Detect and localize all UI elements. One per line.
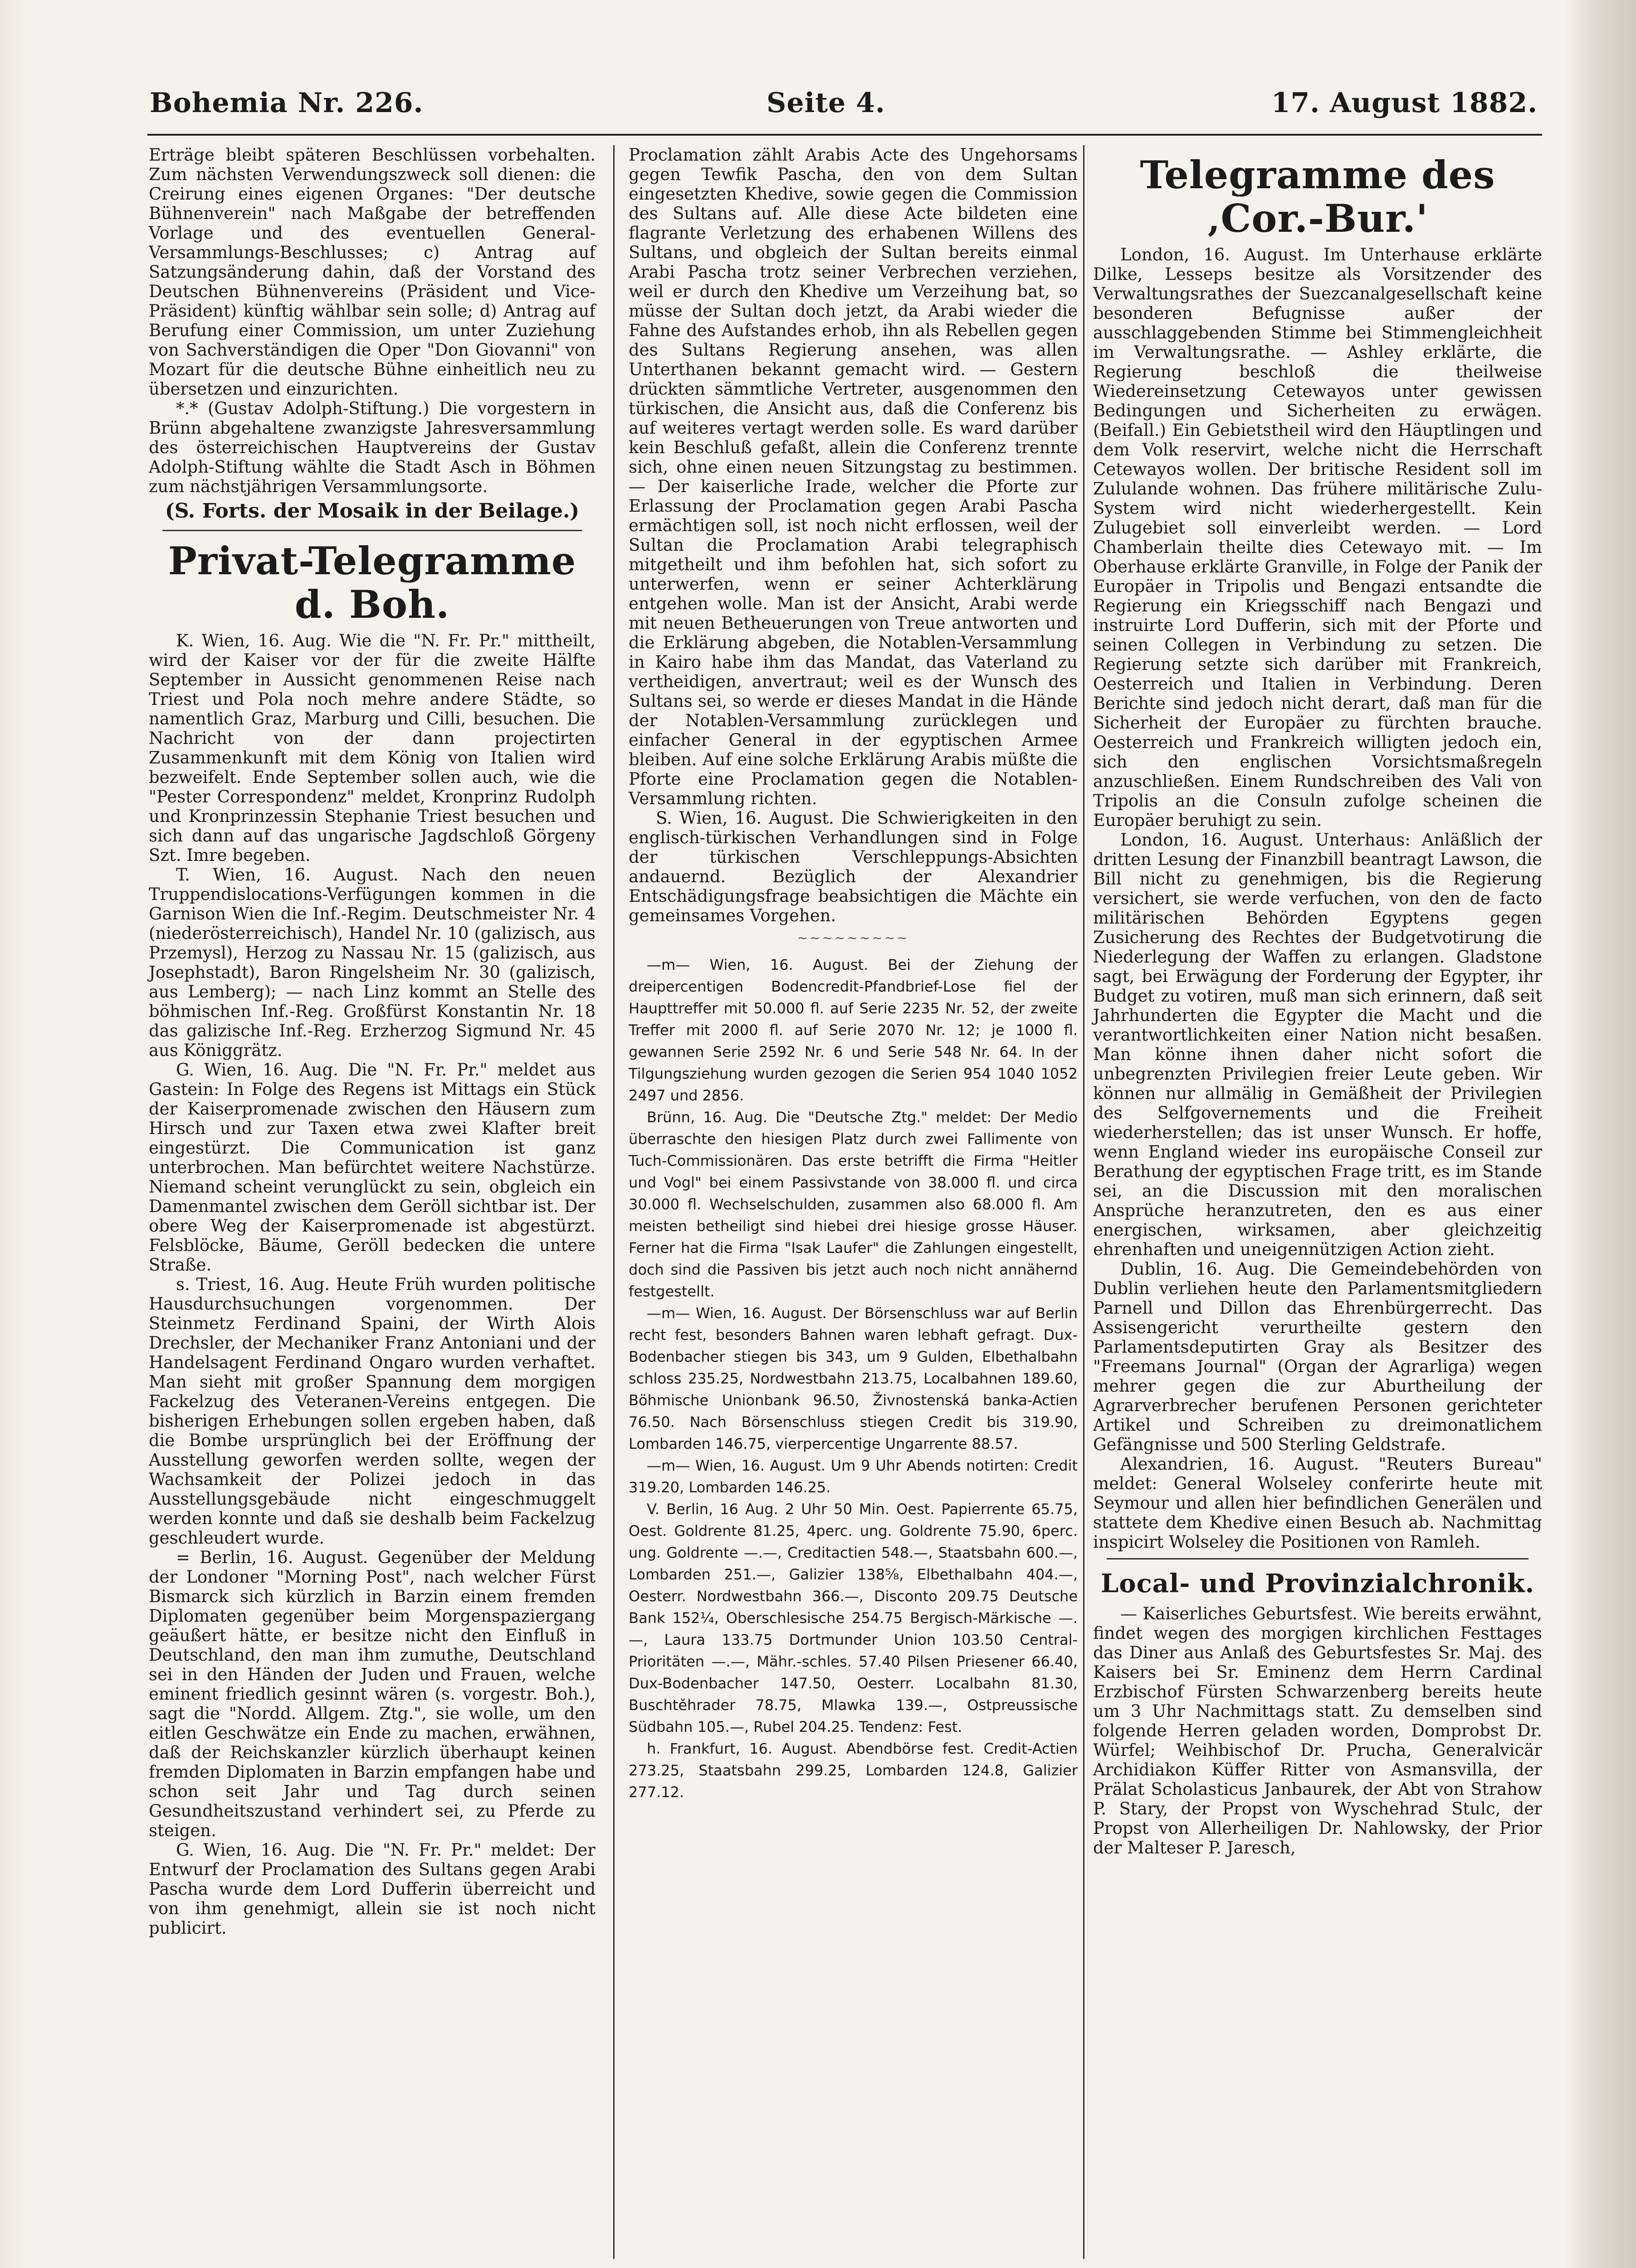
article-paragraph: Proclamation zählt Arabis Acte des Ungehorsams gegen Tewfik Pascha, den von dem Sultan eingesetzten Khedive, sowie gegen die Commission des Sultans auf. Alle diese Acte bildeten eine flagrante Verletzung des erhabenen Willens des Sultans, und obgleich der Sultan bereits einmal Arabi Pascha trotz seiner Verbrechen verziehen, weil er durch den Khedive um Verzeihung bat, so müsse der Sultan doch jetzt, da Arabi wieder die Fahne des Aufstandes erhob, ihn als Rebellen gegen des Sultans Regierung ansehen, was allen Unterthanen bekannt gemacht wird. — Gestern drückten sämmtliche Vertreter, ausgenommen den türkischen, die Ansicht aus, daß die Conferenz bis auf weiteres vertagt werden solle. Es ward darüber kein Beschluß gefaßt, allein die Conferenz trennte sich, ohne einen neuen Sitzungstag zu bestimmen. — Der kaiserliche Irade, welcher die Pforte zur Erlassung der Proclamation gegen Arabi Pascha ermächtigen soll, ist noch nicht erflossen, weil der Sultan die Proclamation Arabi telegraphisch mitgetheilt und ihm befohlen hat, sich sofort zu unterwerfen, wenn er seiner Achterklärung entgehen wolle. Man ist der Ansicht, Arabi werde mit neuen Betheuerungen von Treue antworten und die Erklärung abgeben, die Notablen-Versammlung in Kairo habe ihm das Mandat, das Vaterland zu vertheidigen, anvertraut; weil es der Wunsch des Sultans sei, so werde er dieses Mandat in die Hände der Notablen-Versammlung zurücklegen und einfacher General in der egyptischen Armee bleiben. Auf eine solche Erklärung Arabis müßte die Pforte eine Proclamation gegen die Notablen-Versammlung richten. <box>629 145 1078 808</box>
column-left <box>149 145 596 1938</box>
telegram-item: G. Wien, 16. Aug. Die "N. Fr. Pr." meldet aus Gastein: In Folge des Regens ist Mittags ein Stück der Kaiserpromenade zwischen den Häusern zum Hirsch und zur Taxen etwa zwei Klafter breit eingestürzt. Die Communication ist ganz unterbrochen. Man befürchtet weitere Nachstürze. Niemand scheint verunglückt zu sein, obgleich ein Damenmantel zwischen dem Geröll sichtbar ist. Der obere Weg der Kaiserpromenade ist abgestürzt. Felsblöcke, Bäume, Geröll bedecken die untere Straße. <box>149 1060 596 1275</box>
telegram-item: London, 16. August. Unterhaus: Anläßlich der dritten Lesung der Finanzbill beantragt Lawson, die Bill nicht zu genehmigen, bis die Regierung versichert, sie werde verfuchen, von den de facto militärischen Behörden Egyptens gegen Zusicherung des Rechtes der Budgetvotirung die Niederlegung der Waffen zu erlangen. Gladstone sagt, bei Erwägung der Forderung der Egypter, ihr Budget zu votiren, muß man sich erinnern, daß seit Jahrhunderten die Egypter die Macht und die verantwortlichkeiten einer Nation nicht besaßen. Man könne ihnen daher nicht sofort die unbegrenzten Privilegien freier Leute geben. Wir können nur allmälig in Gemäßheit der Privilegien des Selfgovernements und die Freiheit wiederherstellen; das ist unser Wunsch. Er hoffe, wenn England wieder ins europäische Conseil zur Berathung der egyptischen Frage tritt, es im Stande sei, an die Discussion mit den moralischen Ansprüche heranzutreten, den es aus einer energischen, wirksamen, aber gleichzeitig ehrenhaften und uneigennützigen Action zieht. <box>1093 830 1542 1259</box>
article-paragraph: *.* (Gustav Adolph-Stiftung.) Die vorgestern in Brünn abgehaltene zwanzigste Jahresversammlung des österreichischen Hauptvereins der Gustav Adolph-Stiftung wählte die Stadt Asch in Böhmen zum nächstjährigen Versammlungsorte. <box>149 399 596 496</box>
telegram-item: s. Triest, 16. Aug. Heute Früh wurden politische Hausdurchsuchungen vorgenommen. Der Steinmetz Ferdinand Spaini, der Wirth Alois Drechsler, der Mechaniker Franz Antoniani und der Handelsagent Ferdinand Ongaro wurden verhaftet. Man sieht mit großer Spannung dem morgigen Fackelzug des Veteranen-Vereins entgegen. Die bisherigen Erhebungen sollen ergeben haben, daß die Bombe ursprünglich bei der Eröffnung der Ausstellung geworfen werden sollte, wegen der Wachsamkeit der Polizei jedoch in das Ausstellungsgebäude nicht eingeschmuggelt werden konnte und daß sie deshalb beim Fackelzug geschleudert wurde. <box>149 1275 596 1548</box>
column-right <box>1093 145 1542 1857</box>
finance-item: h. Frankfurt, 16. August. Abendbörse fest. Credit-Actien 273.25, Staatsbahn 299.25, Lombarden 124.8, Galizier 277.12. <box>629 1740 1078 1801</box>
finance-item: —m— Wien, 16. August. Bei der Ziehung der dreipercentigen Bodencredit-Pfandbrief-Lose fiel der Haupttreffer mit 50.000 fl. auf Serie 2235 Nr. 52, der zweite Treffer mit 2000 fl. auf Serie 2070 Nr. 12; je 1000 fl. gewannen Serie 2592 Nr. 6 und Serie 548 Nr. 64. In der Tilgungsziehung wurden gezogen die Serien 954 1040 1052 2497 und 2856. <box>629 956 1078 1104</box>
section-title: Telegramme des ‚Cor.-Bur.' <box>1140 152 1495 241</box>
header-masthead: Bohemia Nr. 226. <box>150 87 424 119</box>
local-news-item: — Kaiserliches Geburtsfest. Wie bereits erwähnt, findet wegen des morgigen kirchlichen Festtages das Diner aus Anlaß des Geburtsfestes Sr. Maj. des Kaisers bei Sr. Eminenz dem Herrn Cardinal Erzbischof Fürsten Schwarzenberg bereits heute um 3 Uhr Nachmittags statt. Zu demselben sind folgende Herren geladen worden, Domprobst Dr. Würfel; Weihbischof Dr. Prucha, Generalvicär Archidiakon Küffer Ritter von Asmansvilla, der Prälat Scholasticus Janbaurek, der Abt von Strahow P. Stary, der Propst von Wyschehrad Stulc, der Propst von Allerheiligen Dr. Nahlowsky, der Prior der Malteser P. Jaresch, <box>1093 1604 1542 1857</box>
telegram-item: London, 16. August. Im Unterhause erklärte Dilke, Lesseps besitze als Vorsitzender des Verwaltungsrathes der Suezcanalgesellschaft keine besonderen Befugnisse außer der ausschlaggebenden Stimme bei Stimmengleichheit im Verwaltungsrathe. — Ashley erklärte, die Regierung beschloß die theilweise Wiedereinsetzung Cetewayos unter gewissen Bedingungen und Sicherheiten zu erwägen. (Beifall.) Ein Gebietstheil wird den Häuptlingen und dem Volk reservirt, welche nicht die Herrschaft Cetewayos wollen. Der britische Resident soll im Zululande wohnen. Das frühere militärische Zulu-System wird nicht wiederhergestellt. Kein Zulugebiet soll einverleibt werden. — Lord Chamberlain theilte dies Cetewayo mit. — Im Oberhause erklärte Granville, in Folge der Panik der Europäer in Tripolis und Bengazi entsandte die Regierung ein Kriegsschiff nach Bengazi und instruirte Lord Dufferin, sich mit der Pforte und seinen Collegen in Verbindung zu setzen. Die Regierung setzte sich darüber mit Frankreich, Oesterreich und Italien in Verbindung. Deren Berichte sind jedoch nicht derart, daß man für die Sicherheit der Europäer zu fürchten brauche. Oesterreich und Frankreich willigten jedoch ein, sich den englischen Vorsichtsmaßregeln anzuschließen. Einem Rundschreiben des Vali von Tripolis an die Consuln zufolge scheinen die Europäer beruhigt zu sein. <box>1093 245 1542 830</box>
section-title: Privat-Telegramme d. Boh. <box>168 538 576 627</box>
header-date: 17. August 1882. <box>1271 87 1538 119</box>
column-divider <box>613 145 615 2259</box>
article-paragraph: Erträge bleibt späteren Beschlüssen vorbehalten. Zum nächsten Verwendungszweck soll dienen: die Creirung eines eigenen Organes: "Der deutsche Bühnenverein" nach Maßgabe der betreffenden Vorlage und des eventuellen General-Versammlungs-Beschlusses; c) Antrag auf Satzungsänderung dahin, daß der Vorstand des Deutschen Bühnenvereins (Präsident und Vice-Präsident) künftig wählbar sein solle; d) Antrag auf Berufung einer Commission, um unter Zuziehung von Sachverständigen die Oper "Don Giovanni" von Mozart für die deutsche Bühne einheitlich neu zu übersetzen und einzurichten. <box>149 145 596 399</box>
telegram-item: S. Wien, 16. August. Die Schwierigkeiten in den englisch-türkischen Verhandlungen sind in Folge der türkischen Verschleppungs-Absichten andauernd. Bezüglich der Alexandrier Entschädigungsfrage beabsichtigen die Mächte ein gemeinsames Vorgehen. <box>629 808 1078 925</box>
telegram-item: K. Wien, 16. Aug. Wie die "N. Fr. Pr." mittheilt, wird der Kaiser vor der für die zweite Hälfte September in Aussicht genommenen Reise nach Triest und Pola noch mehre andere Städte, so namentlich Graz, Marburg und Cilli, besuchen. Die Nachricht von der dann projectirten Zusammenkunft mit dem König von Italien wird bezweifelt. Ende September sollen auch, wie die "Pester Correspondenz" meldet, Kronprinz Rudolph und Kronprinzessin Stephanie Triest besuchen und sich dann auf das ungarische Jagdschloß Görgeny Szt. Imre begeben. <box>149 631 596 865</box>
column-divider <box>1083 145 1084 2259</box>
column-middle <box>629 145 1078 1803</box>
finance-item: —m— Wien, 16. August. Der Börsenschluss war auf Berlin recht fest, besonders Bahnen waren lebhaft gefragt. Dux-Bodenbacher stiegen bis 343, um 9 Gulden, Elbethalbahn schloss 235.25, Nordwestbahn 213.75, Localbahnen 189.60, Böhmische Unionbank 96.50, Živnostenská banka-Actien 76.50. Nach Börsenschluss stiegen Credit bis 319.90, Lombarden 146.75, vierpercentige Ungarrente 88.57. <box>629 1305 1078 1452</box>
page-header <box>150 82 1538 122</box>
telegram-item: T. Wien, 16. August. Nach den neuen Truppendislocations-Verfügungen kommen in die Garnison Wien die Inf.-Regim. Deutschmeister Nr. 4 (niederösterreichisch), Handel Nr. 10 (galizisch, aus Przemysl), Herzog zu Nassau Nr. 15 (galizisch, aus Josephstadt), Baron Ringelsheim Nr. 30 (galizisch, aus Lemberg); — nach Linz kommt an Stelle des böhmischen Inf.-Reg. Großfürst Konstantin Nr. 18 das galizische Inf.-Reg. Erzherzog Sigmund Nr. 45 aus Königgrätz. <box>149 865 596 1060</box>
telegram-item: Alexandrien, 16. August. "Reuters Bureau" meldet: General Wolseley conferirte heute mit Seymour und allen hier befindlichen Generälen und stattete dem Khedive einen Besuch ab. Nachmittag inspicirt Wolseley die Positionen von Ramleh. <box>1093 1454 1542 1552</box>
divider <box>162 530 582 531</box>
wavy-divider: ~~~~~~~~~ <box>797 930 909 945</box>
finance-item: —m— Wien, 16. August. Um 9 Uhr Abends notirten: Credit 319.20, Lombarden 146.25. <box>629 1457 1078 1496</box>
header-rule <box>147 134 1542 136</box>
telegram-item: G. Wien, 16. Aug. Die "N. Fr. Pr." meldet: Der Entwurf der Proclamation des Sultans gegen Arabi Pascha wurde dem Lord Dufferin überreicht und von ihm genehmigt, allein sie ist noch nicht publicirt. <box>149 1840 596 1938</box>
divider <box>1107 1558 1529 1559</box>
section-title-local: Local- und Provinzialchronik. <box>1100 1569 1535 1598</box>
continuation-note: (S. Forts. der Mosaik in der Beilage.) <box>165 499 580 523</box>
header-page-number: Seite 4. <box>767 87 885 119</box>
telegram-item: = Berlin, 16. August. Gegenüber der Meldung der Londoner "Morning Post", nach welcher Fürst Bismarck sich kürzlich in Barzin einem fremden Diplomaten gegenüber beim Morgenspaziergang geäußert hätte, er besitze nicht den Einfluß in Deutschland, den man ihm zumuthe, Deutschland sei in den Händen der Juden und Frauen, welche eminent friedlich gesinnt wären (s. vorgestr. Boh.), sagt die "Nordd. Allgem. Ztg.", sie wolle, um den eitlen Geschwätze ein Ende zu machen, erwähnen, daß der Reichskanzler kürzlich überhaupt keinen fremden Diplomaten in Barzin empfangen habe und schon seit Jahr und Tag durch seinen Gesundheitszustand verhindert sei, zu Pferde zu steigen. <box>149 1548 596 1840</box>
finance-item: V. Berlin, 16 Aug. 2 Uhr 50 Min. Oest. Papierrente 65.75, Oest. Goldrente 81.25, 4perc. ung. Goldrente 75.90, 6perc. ung. Goldrente —.—, Creditactien 548.—, Staatsbahn 600.—, Lombarden 251.—, Galizier 138⅝, Elbethalbahn 404.—, Oesterr. Nordwestbahn 366.—, Disconto 209.75 Deutsche Bank 152¼, Oberschlesische 254.75 Bergisch-Märkische —.—, Laura 133.75 Dortmunder Union 103.50 Central-Prioritäten —.—, Mähr.-schles. 57.40 Pilsen Priesener 66.40, Dux-Bodenbacher 147.50, Oesterr. Localbahn 81.30, Buschtěhrader 78.75, Mlawka 139.—, Ostpreussische Südbahn 105.—, Rubel 204.25. Tendenz: Fest. <box>629 1501 1078 1735</box>
finance-section <box>629 954 1078 1803</box>
finance-item: Brünn, 16. Aug. Die "Deutsche Ztg." meldet: Der Medio überraschte den hiesigen Platz durch zwei Fallimente von Tuch-Commissionären. Das erste betrifft die Firma "Heitler und Vogl" bei einem Passivstande von 38.000 fl. und circa 30.000 fl. Wechselschulden, zusammen also 68.000 fl. Am meisten betheiligt sind hiebei drei hiesige grosse Häuser. Ferner hat die Firma "Isak Laufer" die Zahlungen eingestellt, doch sind die Passiven bis jetzt auch noch nicht annähernd festgestellt. <box>629 1109 1078 1300</box>
telegram-item: Dublin, 16. Aug. Die Gemeindebehörden von Dublin verliehen heute den Parlamentsmitgliedern Parnell und Dillon das Ehrenbürgerrecht. Das Assisengericht verurtheilte gestern den Parlamentsdeputirten Gray als Besitzer des "Freemans Journal" (Organ der Agrarliga) wegen mehrer gegen die zur Aburtheilung der Agrarverbrecher berufenen Personen gerichteter Artikel und Schreiben zu dreimonatlichem Gefängnisse und 500 Sterling Geldstrafe. <box>1093 1259 1542 1454</box>
